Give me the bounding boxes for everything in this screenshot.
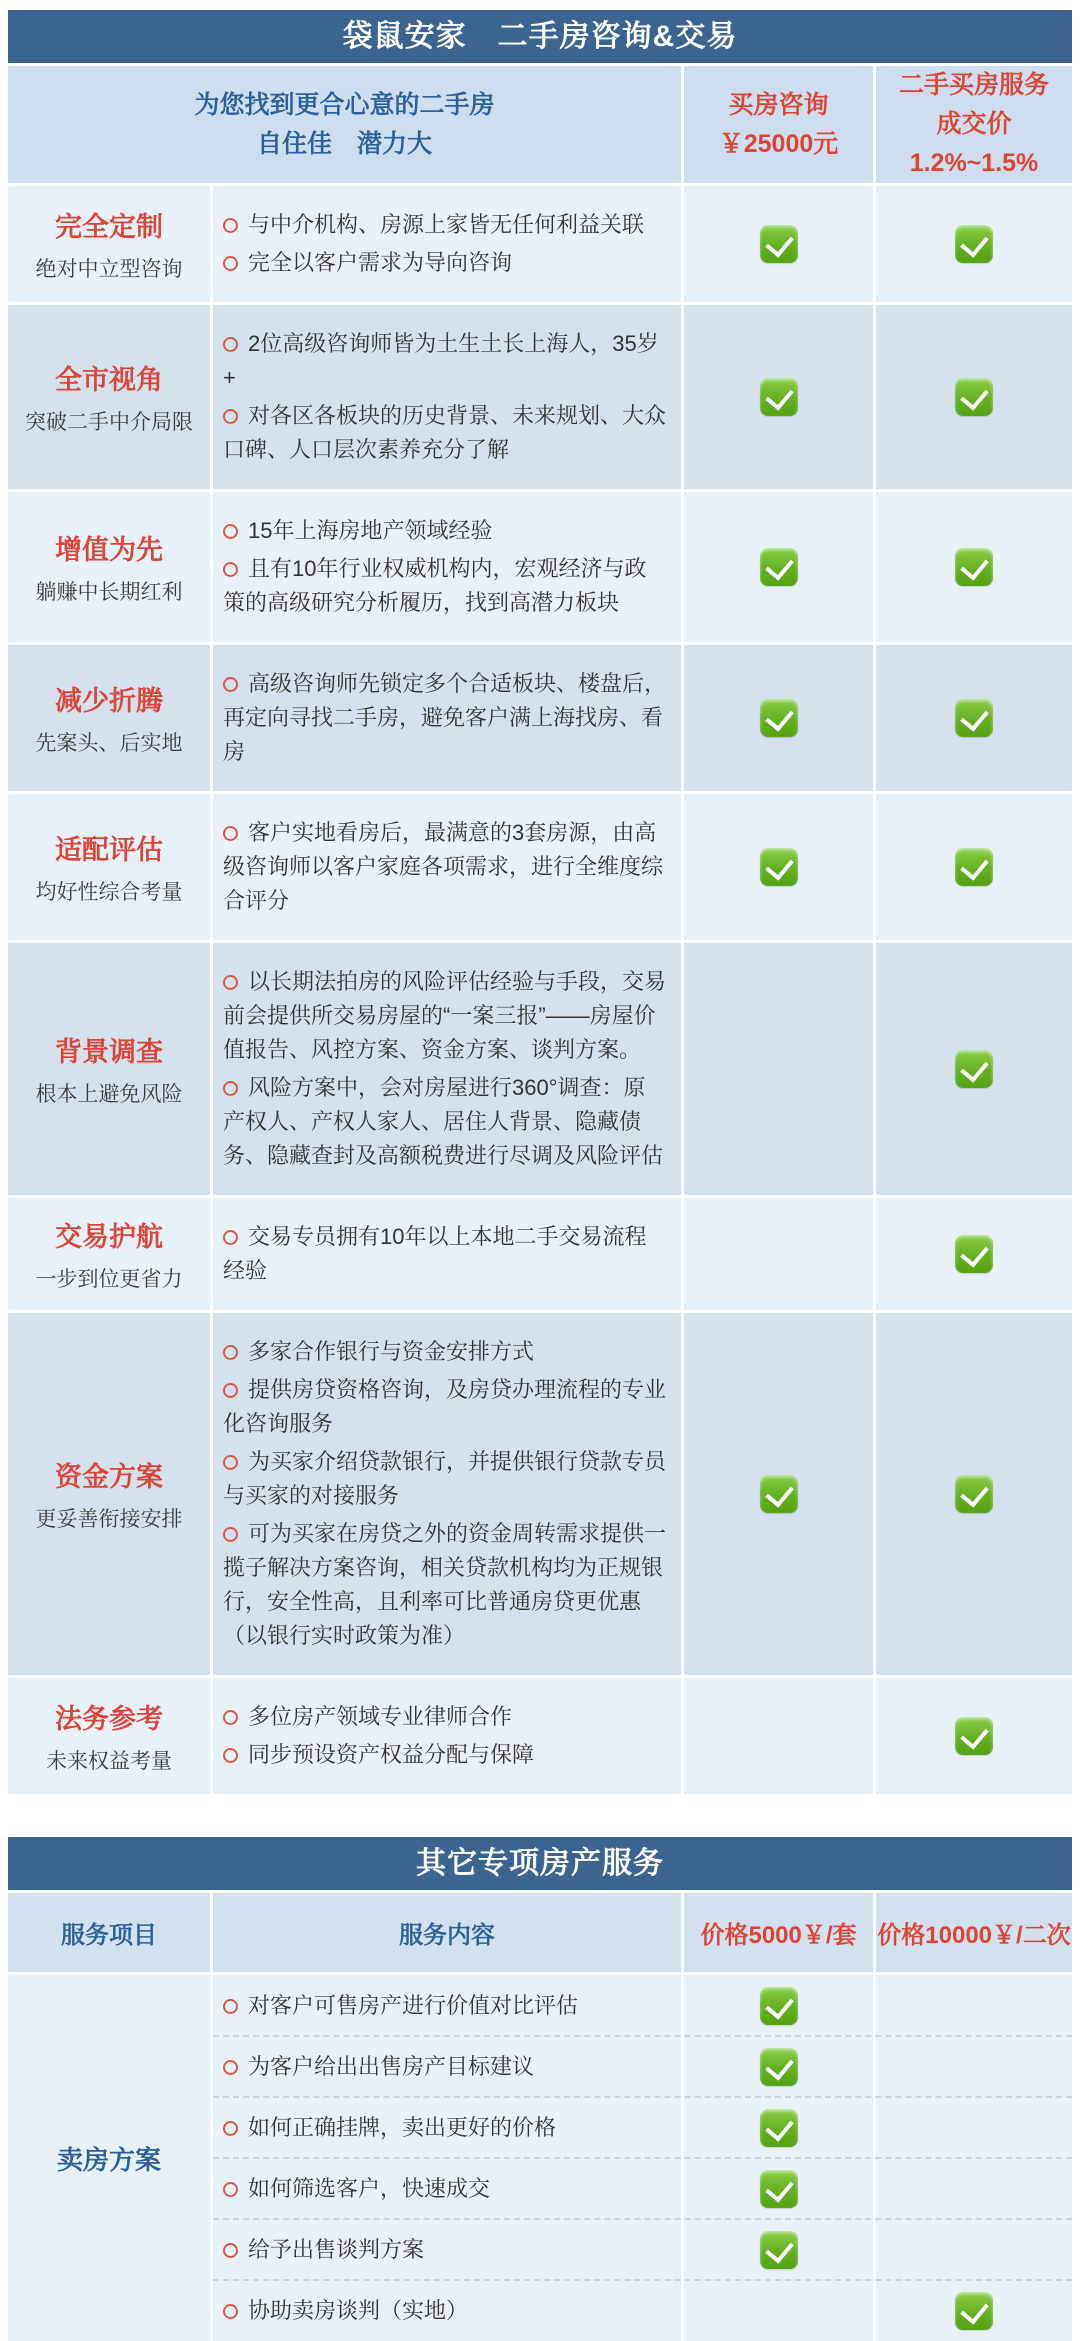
- table-row: [213, 2158, 1072, 2219]
- bullet-text: 完全以客户需求为导向咨询: [248, 250, 513, 275]
- bullet-text: 交易专员拥有10年以上本地二手交易流程经验: [223, 1224, 647, 1283]
- red-circle-bullet-icon: [223, 2121, 238, 2136]
- red-circle-bullet-icon: [223, 2182, 238, 2197]
- feature-title: 背景调查: [55, 1037, 163, 1067]
- table2-header-price-per-set: 价格5000￥/套: [684, 1893, 873, 1972]
- check-cell: [876, 305, 1072, 489]
- feature-bullet: [223, 1700, 667, 1734]
- bullet-text: 以长期法拍房的风险评估经验与手段，交易前会提供所交易房屋的“一案三报”——房屋价值报告、风控方案、资金方案、谈判方案。: [223, 969, 667, 1062]
- red-circle-bullet-icon: [223, 337, 238, 352]
- empty-cell: [876, 2158, 1072, 2219]
- bullet-text: 可为买家在房贷之外的资金周转需求提供一揽子解决方案咨询，相关贷款机构均为正规银行，安全性高，且利率可比普通房贷更优惠（以银行实时政策为准）: [223, 1521, 667, 1648]
- check-cell: [684, 1313, 873, 1675]
- checkmark-icon: [760, 225, 798, 263]
- feature-label-cell: [8, 305, 210, 489]
- red-circle-bullet-icon: [223, 2304, 238, 2319]
- feature-bullet: [223, 2294, 468, 2328]
- buy-service-rate: 成交价1.2%~1.5%: [909, 110, 1039, 177]
- red-circle-bullet-icon: [223, 2060, 238, 2075]
- feature-title: 完全定制: [55, 212, 163, 242]
- red-circle-bullet-icon: [223, 1345, 238, 1360]
- feature-bullet: [223, 2233, 424, 2267]
- feature-description-cell: [213, 794, 681, 940]
- table2-header-price-per-twice: 价格10000￥/二次: [876, 1893, 1072, 1972]
- bullet-text: 多家合作银行与资金安排方式: [248, 1339, 535, 1364]
- feature-bullet: [223, 667, 667, 769]
- table1-banner-title: 袋鼠安家 二手房咨询&交易: [8, 10, 1072, 63]
- feature-description-cell: [213, 943, 681, 1195]
- red-circle-bullet-icon: [223, 562, 238, 577]
- red-circle-bullet-icon: [223, 1455, 238, 1470]
- check-cell: [876, 943, 1072, 1195]
- feature-bullet: [223, 399, 667, 467]
- checkmark-icon: [955, 1235, 993, 1273]
- feature-description-cell: [213, 492, 681, 642]
- table-row: [8, 305, 1072, 489]
- feature-bullet: [223, 1071, 667, 1173]
- empty-cell: [684, 1198, 873, 1310]
- check-cell: [684, 492, 873, 642]
- feature-subtitle: 突破二手中介局限: [25, 411, 193, 434]
- feature-title: 资金方案: [55, 1462, 163, 1492]
- red-circle-bullet-icon: [223, 975, 238, 990]
- checkmark-icon: [760, 2109, 798, 2147]
- table-row: [8, 186, 1072, 302]
- tagline-line1: 为您找到更合心意的二手房: [194, 90, 495, 119]
- table-row: [8, 1198, 1072, 1310]
- check-cell: [876, 1313, 1072, 1675]
- table-row: [8, 943, 1072, 1195]
- service-content-cell: [213, 2097, 681, 2158]
- feature-bullet: [223, 2172, 490, 2206]
- table1-header-buy-service: [876, 66, 1072, 183]
- check-cell: [876, 492, 1072, 642]
- feature-subtitle: 绝对中立型咨询: [35, 258, 183, 281]
- feature-bullet: [223, 1335, 667, 1369]
- feature-subtitle: 未来权益考量: [46, 1750, 172, 1773]
- feature-label-cell: [8, 1678, 210, 1794]
- check-cell: [684, 2158, 873, 2219]
- check-cell: [684, 2036, 873, 2097]
- check-cell: [684, 645, 873, 791]
- table1-header-buy-consult: [684, 66, 873, 183]
- feature-bullet: [223, 552, 667, 620]
- section-gap: [8, 1797, 1072, 1837]
- red-circle-bullet-icon: [223, 1710, 238, 1725]
- red-circle-bullet-icon: [223, 218, 238, 233]
- checkmark-icon: [955, 548, 993, 586]
- red-circle-bullet-icon: [223, 1999, 238, 2014]
- empty-cell: [876, 2097, 1072, 2158]
- check-cell: [684, 186, 873, 302]
- checkmark-icon: [955, 699, 993, 737]
- check-cell: [876, 1198, 1072, 1310]
- feature-subtitle: 一步到位更省力: [35, 1268, 183, 1291]
- feature-bullet: [223, 965, 667, 1067]
- bullet-text: 为买家介绍贷款银行，并提供银行贷款专员与买家的对接服务: [223, 1449, 667, 1508]
- feature-description-cell: [213, 645, 681, 791]
- checkmark-icon: [760, 2048, 798, 2086]
- checkmark-icon: [760, 2231, 798, 2269]
- feature-bullet: [223, 1445, 667, 1513]
- feature-label-cell: [8, 1198, 210, 1310]
- feature-label-cell: [8, 492, 210, 642]
- feature-label-cell: [8, 794, 210, 940]
- bullet-text: 高级咨询师先锁定多个合适板块、楼盘后，再定向寻找二手房，避免客户满上海找房、看房: [223, 671, 667, 764]
- feature-bullet: [223, 246, 667, 280]
- bullet-text: 且有10年行业权威机构内，宏观经济与政策的高级研究分析履历，找到高潜力板块: [223, 556, 647, 615]
- bullet-text: 2位高级咨询师皆为土生土长上海人，35岁+: [223, 331, 659, 390]
- bullet-text: 多位房产领域专业律师合作: [248, 1704, 513, 1729]
- red-circle-bullet-icon: [223, 1383, 238, 1398]
- bullet-text: 如何筛选客户，快速成交: [248, 2175, 491, 2201]
- empty-cell: [684, 2280, 873, 2341]
- bullet-text: 为客户给出出售房产目标建议: [248, 2053, 535, 2079]
- check-cell: [684, 2219, 873, 2280]
- feature-bullet: [223, 1517, 667, 1653]
- buy-consult-label: 买房咨询: [728, 90, 829, 119]
- feature-bullet: [223, 1738, 667, 1772]
- table1-header-row: [8, 66, 1072, 183]
- table-row: [8, 492, 1072, 642]
- check-cell: [876, 1678, 1072, 1794]
- checkmark-icon: [955, 1050, 993, 1088]
- bullet-text: 客户实地看房后，最满意的3套房源，由高级咨询师以客户家庭各项需求，进行全维度综合评分: [223, 820, 664, 913]
- feature-title: 适配评估: [55, 835, 163, 865]
- feature-subtitle: 更妥善衔接安排: [35, 1508, 183, 1531]
- feature-title: 增值为先: [55, 535, 163, 565]
- service-content-cell: [213, 2036, 681, 2097]
- feature-subtitle: 先案头、后实地: [35, 732, 183, 755]
- empty-cell: [876, 2036, 1072, 2097]
- table1-header-tagline: [8, 66, 681, 183]
- checkmark-icon: [760, 2170, 798, 2208]
- service-content-cell: [213, 2158, 681, 2219]
- red-circle-bullet-icon: [223, 524, 238, 539]
- table-row: [8, 645, 1072, 791]
- feature-description-cell: [213, 305, 681, 489]
- red-circle-bullet-icon: [223, 1527, 238, 1542]
- feature-description-cell: [213, 1678, 681, 1794]
- feature-subtitle: 躺赚中长期红利: [35, 581, 183, 604]
- checkmark-icon: [760, 1475, 798, 1513]
- bullet-text: 风险方案中，会对房屋进行360°调查：原产权人、产权人家人、居住人背景、隐藏债务、隐藏查封及高额税费进行尽调及风险评估: [223, 1075, 664, 1168]
- red-circle-bullet-icon: [223, 1230, 238, 1245]
- feature-bullet: [223, 514, 667, 548]
- bullet-text: 提供房贷资格咨询，及房贷办理流程的专业化咨询服务: [223, 1377, 667, 1436]
- feature-bullet: [223, 2050, 534, 2084]
- empty-cell: [684, 1678, 873, 1794]
- checkmark-icon: [955, 225, 993, 263]
- feature-label-cell: [8, 1313, 210, 1675]
- bullet-text: 给予出售谈判方案: [248, 2236, 425, 2262]
- check-cell: [684, 2097, 873, 2158]
- checkmark-icon: [955, 1475, 993, 1513]
- checkmark-icon: [955, 848, 993, 886]
- feature-bullet: [223, 816, 667, 918]
- feature-bullet: [223, 327, 667, 395]
- red-circle-bullet-icon: [223, 1748, 238, 1763]
- service-content-cell: [213, 2280, 681, 2341]
- check-cell: [684, 794, 873, 940]
- checkmark-icon: [760, 378, 798, 416]
- feature-title: 减少折腾: [55, 686, 163, 716]
- red-circle-bullet-icon: [223, 1081, 238, 1096]
- empty-cell: [876, 2219, 1072, 2280]
- bullet-text: 如何正确挂牌，卖出更好的价格: [248, 2114, 557, 2140]
- table-row: [213, 2097, 1072, 2158]
- feature-subtitle: 根本上避免风险: [35, 1083, 183, 1106]
- service-content-cell: [213, 2219, 681, 2280]
- checkmark-icon: [760, 548, 798, 586]
- table-row: [213, 2036, 1072, 2097]
- bullet-text: 同步预设资产权益分配与保障: [248, 1742, 535, 1767]
- bullet-text: 对客户可售房产进行价值对比评估: [248, 1992, 579, 2018]
- red-circle-bullet-icon: [223, 256, 238, 271]
- checkmark-icon: [955, 378, 993, 416]
- feature-description-cell: [213, 186, 681, 302]
- bullet-text: 与中介机构、房源上家皆无任何利益关联: [248, 212, 645, 237]
- table-row: [8, 1313, 1072, 1675]
- table-row: [213, 2280, 1072, 2341]
- feature-bullet: [223, 208, 667, 242]
- feature-label-cell: [8, 943, 210, 1195]
- bullet-text: 对各区各板块的历史背景、未来规划、大众口碑、人口层次素养充分了解: [223, 403, 667, 462]
- table2-header-row: [8, 1893, 1072, 1972]
- tagline-line2: 自住佳 潜力大: [256, 129, 432, 158]
- feature-title: 交易护航: [55, 1222, 163, 1252]
- feature-label-cell: [8, 186, 210, 302]
- bullet-text: 协助卖房谈判（实地）: [248, 2297, 469, 2323]
- check-cell: [876, 794, 1072, 940]
- check-cell: [876, 2280, 1072, 2341]
- empty-cell: [684, 943, 873, 1195]
- buy-consult-price: ￥25000元: [718, 129, 839, 158]
- table2-body: [8, 1975, 1072, 2341]
- check-cell: [876, 186, 1072, 302]
- table-row: [8, 1678, 1072, 1794]
- red-circle-bullet-icon: [223, 826, 238, 841]
- table2-header-service-item: 服务项目: [8, 1893, 210, 1972]
- checkmark-icon: [760, 699, 798, 737]
- red-circle-bullet-icon: [223, 677, 238, 692]
- table-row: [213, 2219, 1072, 2280]
- feature-bullet: [223, 2111, 556, 2145]
- buy-service-label: 二手买房服务: [898, 71, 1049, 99]
- bullet-text: 15年上海房地产领域经验: [248, 518, 493, 543]
- feature-label-cell: [8, 645, 210, 791]
- red-circle-bullet-icon: [223, 2243, 238, 2258]
- table2-rows: [213, 1975, 1072, 2341]
- checkmark-icon: [760, 848, 798, 886]
- feature-description-cell: [213, 1313, 681, 1675]
- check-cell: [876, 645, 1072, 791]
- feature-title: 法务参考: [55, 1704, 163, 1734]
- checkmark-icon: [955, 1717, 993, 1755]
- table2-group-label: 卖房方案: [8, 1975, 210, 2341]
- checkmark-icon: [955, 2292, 993, 2330]
- table-row: [8, 794, 1072, 940]
- check-cell: [684, 305, 873, 489]
- feature-description-cell: [213, 1198, 681, 1310]
- feature-title: 全市视角: [55, 365, 163, 395]
- feature-bullet: [223, 1220, 667, 1288]
- feature-subtitle: 均好性综合考量: [35, 881, 183, 904]
- feature-bullet: [223, 1373, 667, 1441]
- red-circle-bullet-icon: [223, 409, 238, 424]
- table2-banner-title: 其它专项房产服务: [8, 1837, 1072, 1890]
- table2-header-service-content: 服务内容: [213, 1893, 681, 1972]
- table1-body: [8, 186, 1072, 1794]
